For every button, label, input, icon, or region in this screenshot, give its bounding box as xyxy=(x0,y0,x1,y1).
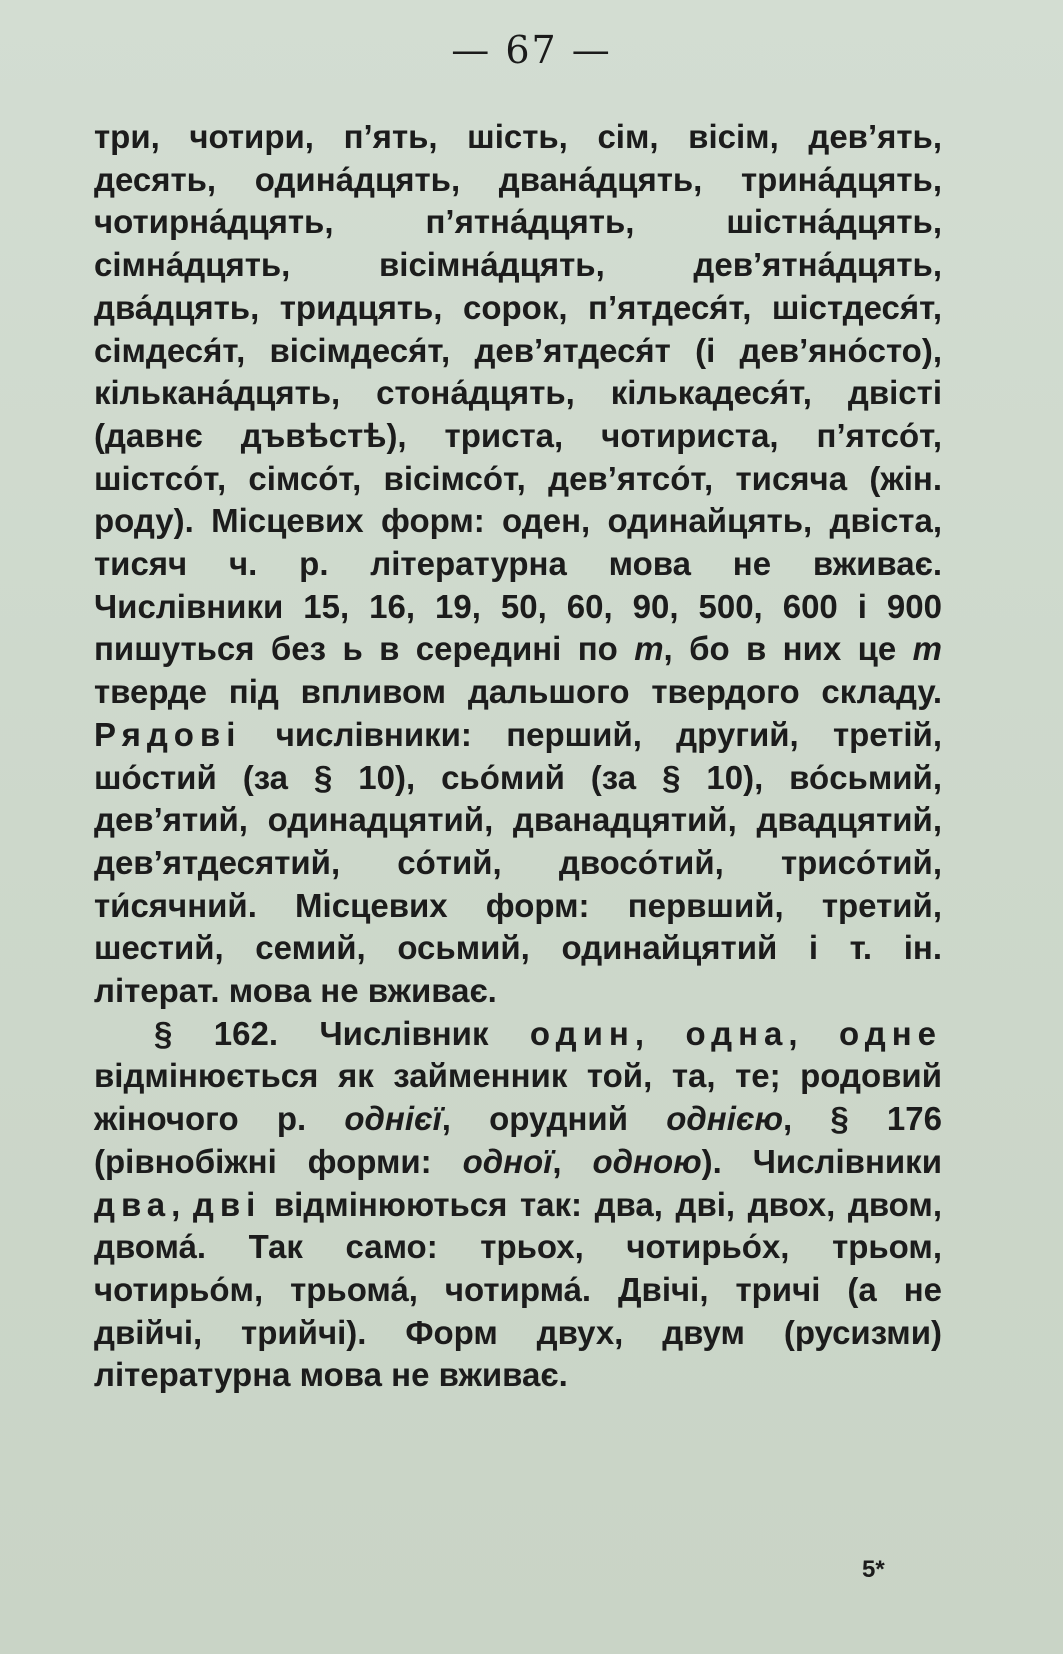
text-run: , бо в них це xyxy=(663,630,913,668)
italic-letter: т xyxy=(912,630,942,668)
text-run: , xyxy=(634,1014,686,1052)
text-run: три, чотири, п’ять, шість, сім, вісім, дев’ять, десять, одина́дцять, двана́дцять, трина́дцять, чотирна́дцять, п’ятна́дцять, шістна́дцять, сімна́дцять, вісімна́дцять, дев’ятна́дцять, два́дцять, тридцять, сорок, п’ятдеся́т, шістдеся́т, сімдеся́т, вісімдеся́т, дев’ятдеся́т (і дев’яно́сто), кількана́дцять, стона́дцять, кількадеся́т, двісті (давнє дъвѣстѣ), триста, чотириста, п’ятсо́т, шістсо́т, сімсо́т, вісімсо́т, дев’ятсо́т, тисяча (жін. роду). Місцевих форм: оден, одинайцять, двіста, тисяч ч. р. літературна мова не вживає. Числівники 15, 16, 19, 50, 60, 90, 500, 600 і 900 пишуться без ь в середині по xyxy=(94,118,942,668)
text-run: тверде під впливом дальшого твердого складу. xyxy=(94,673,942,711)
spaced-term: дві xyxy=(192,1185,262,1223)
text-run: § 162. Числівник xyxy=(154,1014,530,1052)
text-run: , xyxy=(788,1014,840,1052)
spaced-term: одне xyxy=(839,1014,942,1052)
text-run: відмінюється як займенник той, та, те; родовий жіночого р. xyxy=(94,1057,942,1138)
paragraph-section-162 xyxy=(94,1013,942,1397)
body-text xyxy=(94,116,942,1397)
text-run: , xyxy=(552,1142,593,1180)
italic-form: однією xyxy=(666,1100,783,1138)
text-run: числівники: перший, другий, третій, шо́стий (за § 10), сьо́мий (за § 10), во́сьмий, дев’ятий, одинадцятий, дванадцятий, двадцятий, дев’ятдесятий, со́тий, двосо́тий, трисо́тий, ти́сячний. Місцевих форм: первший, третий, шестий, семий, осьмий, одинайцятий і т. ін. літерат. мова не вживає. xyxy=(94,715,942,1010)
page-number: — 67 — xyxy=(451,28,612,72)
italic-form: однієї xyxy=(344,1100,442,1138)
text-run: , § 176 (рівнобіжні форми: xyxy=(94,1100,942,1180)
text-run: відмінюються так: два, дві, двох, двом, двома́. Так само: трьох, чотирьо́х, трьом, чотирьо́м, трьома́, чотирма́. Двічі, тричі (а не двійчі, трийчі). Форм двух, двум (русизми) літературна мова не вживає. xyxy=(94,1185,942,1394)
italic-form: одної xyxy=(462,1142,553,1180)
signature-mark: 5* xyxy=(862,1556,885,1583)
paragraph-numerals xyxy=(94,116,942,1013)
spaced-term: один xyxy=(529,1014,635,1052)
text-run: ). Числівники xyxy=(701,1142,942,1180)
italic-letter: т xyxy=(634,630,664,668)
spaced-term: два xyxy=(94,1185,172,1223)
italic-form: одною xyxy=(592,1142,702,1180)
spaced-term: Рядові xyxy=(94,715,242,753)
spaced-term: одна xyxy=(685,1014,789,1052)
text-run: , xyxy=(171,1185,193,1223)
text-run: , орудний xyxy=(441,1100,667,1138)
